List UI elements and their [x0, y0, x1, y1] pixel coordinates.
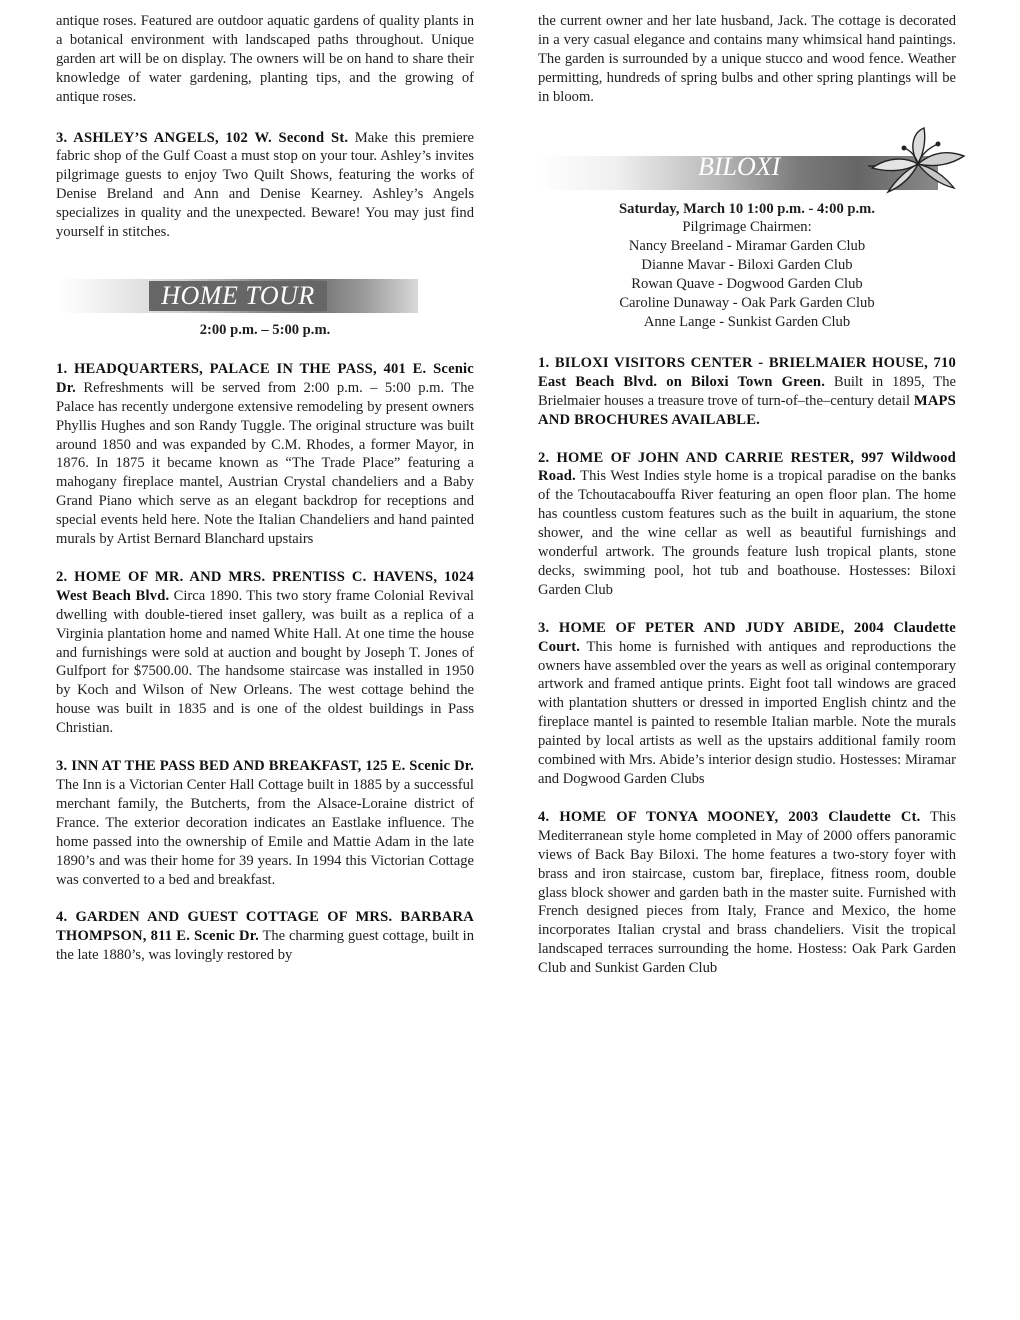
entry-body: Make this premiere fabric shop of the Gulf Coast a must stop on your tour. Ashley’s invites pilgrimage guests to enjoy Two Quilt Shows, featuring the works of Denise Breland and Ann and Denise Kearney. Ashley’s Angels specializes in quality and the unexpected. Beware! You may just find yourself in stitches.: [56, 129, 474, 241]
entry-headquarters: [56, 360, 474, 549]
entry-body: This home is furnished with antiques and reproductions the owners have assembled over the years as well as original contemporary artwork and framed antique prints. Eight foot tall windows are graced with plantation shutters or dressed in imported English chintz and the fireplace mantel is painted to resemble Italian marble. Note the murals painted by local artists as well as the upstairs additional family room combined with Mrs. Abide’s interior design studio. Hostesses: Miramar and Dogwood Garden Clubs: [538, 638, 956, 787]
entry-mooney-home: [538, 808, 956, 978]
entry-thompson-cottage: [56, 908, 474, 965]
intro-paragraph-left: antique roses. Featured are outdoor aquatic gardens of quality plants in a botanical environment with landscaped paths throughout. Unique garden art will be on display. The owners will be on hand to share their knowledge of water gardening, planting tips, and the growing of antique roses.: [56, 13, 474, 105]
chairman-item: Anne Lange - Sunkist Garden Club: [643, 313, 851, 330]
chairmen-label: Pilgrimage Chairmen:: [682, 219, 812, 236]
entry-heading: 3. HOME OF PETER AND JUDY ABIDE, 2004 Claudette Court.: [538, 619, 956, 655]
lily-flower-icon: [868, 126, 968, 196]
entry-inn-at-the-pass: [56, 757, 474, 889]
left-column: [56, 12, 474, 984]
biloxi-date-time: Saturday, March 10 1:00 p.m. - 4:00 p.m.: [619, 200, 875, 217]
entry-body: Circa 1890. This two story frame Colonial Revival dwelling with double-tiered inset gallery, was built as a replica of a Virginia plantation home and named White Hall. At one time the house and furnishings were sold at auction and bought by Joseph T. Jones of Gulfport for $7500.00. The handsome staircase was installed in 1950 by Koch and Wilson of New Orleans. The west cottage behind the house was built in 1835 and is one of the oldest buildings in Pass Christian.: [56, 587, 474, 737]
biloxi-schedule: [538, 200, 956, 332]
biloxi-title: BILOXI: [698, 151, 781, 181]
entry-heading: 2. HOME OF MR. AND MRS. PRENTISS C. HAVENS, 1024 West Beach Blvd.: [56, 568, 474, 604]
home-tour-time: 2:00 p.m. – 5:00 p.m.: [199, 321, 331, 338]
entry-body: Built in 1895, The Brielmaier houses a treasure trove of turn-of–the–century detail: [538, 373, 956, 409]
entry-havens-home: [56, 568, 474, 738]
chairman-item: Caroline Dunaway - Oak Park Garden Club: [619, 295, 875, 312]
home-tour-title: HOME TOUR: [149, 281, 327, 311]
right-column: [538, 12, 956, 997]
maps-notice: MAPS AND BROCHURES AVAILABLE.: [538, 392, 956, 428]
entry-ashleys-angels: [56, 129, 474, 242]
biloxi-banner-area: [538, 126, 956, 196]
entry-body: The charming guest cottage, built in the late 1880’s, was lovingly restored by: [56, 928, 474, 964]
entry-heading: 3. INN AT THE PASS BED AND BREAKFAST, 125 E. Scenic Dr.: [56, 758, 474, 775]
entry-body: Refreshments will be served from 2:00 p.m. – 5:00 p.m. The Palace has recently undergone extensive remodeling by present owners Phyllis Hughes and son Randy Tuggle. The original structure was built around 1850 and was expanded by C.M. Rhodes, a former Mayor, in 1876. In 1875 it became known as “The Trade Place” featuring a mahogany fireplace mantel, Austrian Crystal chandeliers and a Baby Grand Piano which serve as an elegant backdrop for receptions and special events held here. Note the Italian Chandeliers and hand painted murals by Artist Bernard Blanchard upstairs: [56, 379, 474, 548]
entry-heading: 2. HOME OF JOHN AND CARRIE RESTER, 997 Wildwood Road.: [538, 449, 956, 485]
entry-abide-home: [538, 619, 956, 789]
intro-paragraph-right: the current owner and her late husband, Jack. The cottage is decorated in a very casual elegance and contains many whimsical hand paintings. The garden is surrounded by a unique stucco and wood fence. Weather permitting, hundreds of spring bulbs and other spring plantings will be in bloom.: [538, 13, 956, 105]
entry-heading: 1. BILOXI VISITORS CENTER - BRIELMAIER HOUSE, 710 East Beach Blvd. on Biloxi Town Green.: [538, 354, 956, 390]
chairman-item: Dianne Mavar - Biloxi Garden Club: [641, 257, 853, 274]
chairman-item: Rowan Quave - Dogwood Garden Club: [631, 276, 863, 293]
entry-heading: 3. ASHLEY’S ANGELS, 102 W. Second St.: [56, 129, 349, 146]
entry-body: This West Indies style home is a tropical paradise on the banks of the Tchoutacabouffa River featuring an open floor plan. The home has countless custom features such as the built in aquarium, the stone shower, and the wine cellar as well as beautiful furnishings and wonderful artwork. The grounds feature lush tropical plants, stone decks, swimming pool, hot tub and boathouse. Hostesses: Biloxi Garden Club: [538, 468, 956, 598]
home-tour-banner: [58, 279, 418, 313]
chairman-item: Nancy Breeland - Miramar Garden Club: [628, 238, 866, 255]
entry-heading: 1. HEADQUARTERS, PALACE IN THE PASS, 401 E. Scenic Dr.: [56, 360, 474, 396]
entry-heading: 4. HOME OF TONYA MOONEY, 2003 Claudette Ct.: [538, 808, 921, 825]
entry-body: This Mediterranean style home completed in May of 2000 offers panoramic views of Back Bay Biloxi. The home features a two-story foyer with brass and iron staircase, custom bar, fireplace, fitness room, double glass block shower and garden bath in the master suite. Furnished with French designed pieces from Italy, France and Mexico, the home incorporates Italian crystal and brass chandeliers. Visit the tropical landscaped terraces surrounding the home. Hostess: Oak Park Garden Club and Sunkist Garden Club: [538, 808, 956, 977]
entry-rester-home: [538, 449, 956, 600]
entry-body: The Inn is a Victorian Center Hall Cottage built in 1885 by a successful merchant family, the Butcherts, from the Alsace-Loraine district of France. The exterior decoration indicates an Eastlake influence. The home passed into the ownership of Emile and Mattie Adam in the late 1890’s and was their home for 39 years. In 1994 this Victorian Cottage was converted to a bed and breakfast.: [56, 777, 474, 888]
entry-biloxi-visitors-center: [538, 354, 956, 430]
entry-heading: 4. GARDEN AND GUEST COTTAGE OF MRS. BARBARA THOMPSON, 811 E. Scenic Dr.: [56, 909, 474, 945]
